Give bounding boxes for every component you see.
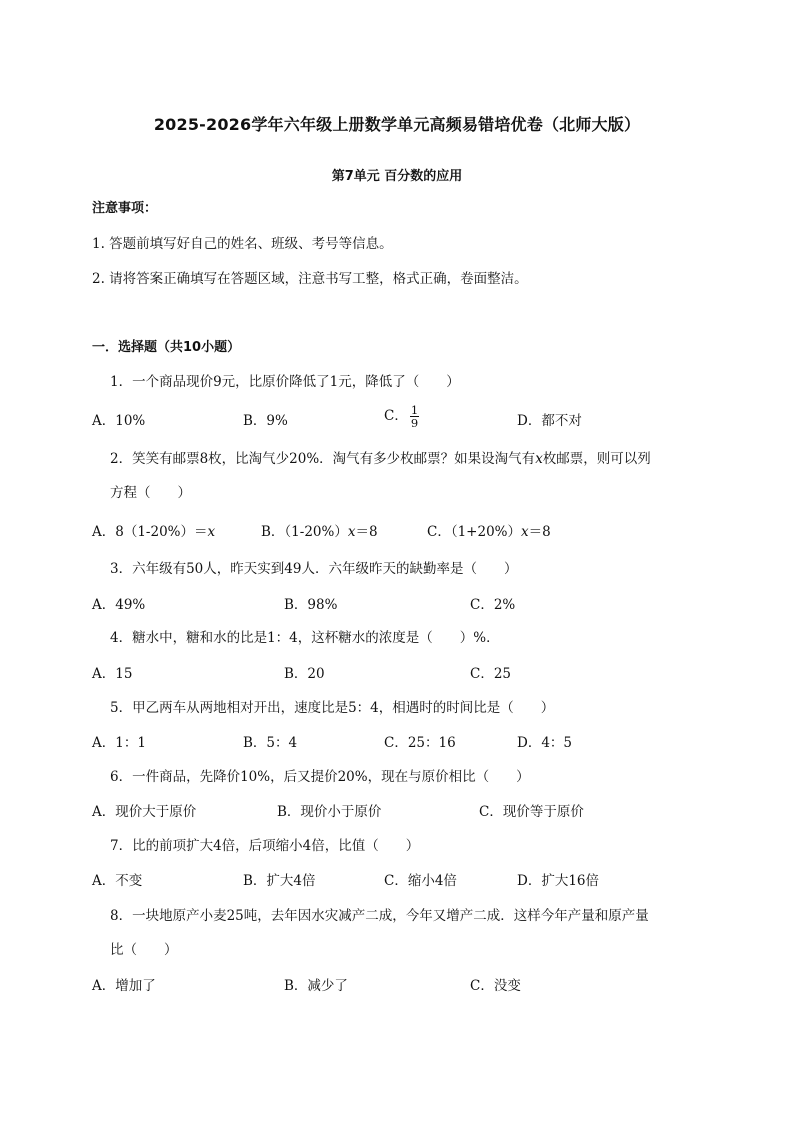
- q2-option-b: [261, 522, 378, 542]
- q1-option-c: [384, 404, 419, 429]
- question-1-stem: 1．一个商品现价9元，比原价降低了1元，降低了（ ）: [110, 374, 460, 390]
- q3-option-a: A．49%: [92, 597, 146, 613]
- q2-option-c-variable: x: [521, 524, 529, 540]
- q6-option-c: C．现价等于原价: [479, 804, 584, 820]
- q2-option-c-text: C．（1+20%）: [427, 524, 521, 540]
- q5-option-c: C．25：16: [384, 735, 456, 751]
- q4-option-c: C．25: [470, 666, 512, 682]
- question-2-stem-line2: 方程（ ）: [110, 485, 191, 501]
- q2-stem-part2: 枚邮票，则可以列: [542, 451, 651, 467]
- notes-heading: 注意事项：: [92, 201, 158, 216]
- fraction-one-ninth: [410, 404, 419, 429]
- question-5-stem: 5．甲乙两车从两地相对开出，速度比是5：4，相遇时的时间比是（ ）: [110, 700, 555, 716]
- page-title: 2025-2026学年六年级上册数学单元高频易错培优卷（北师大版）: [153, 115, 641, 134]
- q7-option-b: B．扩大4倍: [243, 873, 316, 889]
- question-8-stem-line2: 比（ ）: [110, 942, 178, 958]
- q8-option-c: C．没变: [470, 978, 521, 994]
- q2-option-a-variable: x: [207, 524, 216, 540]
- note-item-1: 1. 答题前填写好自己的姓名、班级、考号等信息。: [92, 236, 393, 252]
- q1-option-a: A．10%: [92, 413, 146, 429]
- fraction-numerator: 1: [410, 403, 419, 417]
- q1-option-b: B．9%: [243, 413, 288, 429]
- unit-subtitle: 第7单元 百分数的应用: [331, 169, 463, 184]
- q6-option-a: A．现价大于原价: [92, 804, 197, 820]
- q2-stem-variable: x: [535, 451, 543, 467]
- fraction-denominator: 9: [410, 416, 419, 430]
- question-6-stem: 6．一件商品，先降价10%，后又提价20%，现在与原价相比（ ）: [110, 769, 530, 785]
- note-item-2: 2. 请将答案正确填写在答题区域，注意书写工整，格式正确，卷面整洁。: [92, 271, 528, 287]
- q5-option-a: A．1：1: [92, 735, 146, 751]
- question-4-stem: 4．糖水中，糖和水的比是1：4，这杯糖水的浓度是（ ）%．: [110, 630, 500, 646]
- question-8-stem-line1: 8．一块地原产小麦25吨，去年因水灾减产二成，今年又增产二成．这样今年产量和原产量: [110, 908, 649, 924]
- q4-option-b: B．20: [284, 666, 325, 682]
- section-heading: 一．选择题（共10小题）: [92, 340, 241, 355]
- q5-option-b: B．5：4: [243, 735, 298, 751]
- q2-option-b-variable: x: [347, 524, 356, 540]
- q7-option-c: C．缩小4倍: [384, 873, 457, 889]
- question-7-stem: 7．比的前项扩大4倍，后项缩小4倍，比值（ ）: [110, 838, 420, 854]
- q2-option-a: [92, 522, 215, 542]
- q4-option-a: A．15: [92, 666, 133, 682]
- question-2-stem-line1: [110, 449, 651, 469]
- q2-option-a-text: A．8（1-20%）＝: [92, 524, 208, 540]
- q8-option-b: B．减少了: [284, 978, 348, 994]
- q7-option-a: A．不变: [92, 873, 143, 889]
- q1-option-c-label: C．: [384, 408, 408, 424]
- q2-option-c: [427, 522, 551, 542]
- q3-option-b: B．98%: [284, 597, 338, 613]
- q1-option-d: D．都不对: [517, 413, 582, 429]
- q2-option-b-tail: ＝8: [355, 524, 378, 540]
- q2-option-c-tail: ＝8: [528, 524, 551, 540]
- q3-option-c: C．2%: [470, 597, 516, 613]
- q7-option-d: D．扩大16倍: [517, 873, 600, 889]
- q8-option-a: A．增加了: [92, 978, 156, 994]
- q2-stem-part1: 2．笑笑有邮票8枚，比淘气少20%．淘气有多少枚邮票？如果设淘气有: [110, 451, 536, 467]
- question-3-stem: 3．六年级有50人，昨天实到49人．六年级昨天的缺勤率是（ ）: [110, 561, 518, 577]
- q5-option-d: D．4：5: [517, 735, 573, 751]
- q6-option-b: B．现价小于原价: [277, 804, 382, 820]
- q2-option-b-text: B．（1-20%）: [261, 524, 348, 540]
